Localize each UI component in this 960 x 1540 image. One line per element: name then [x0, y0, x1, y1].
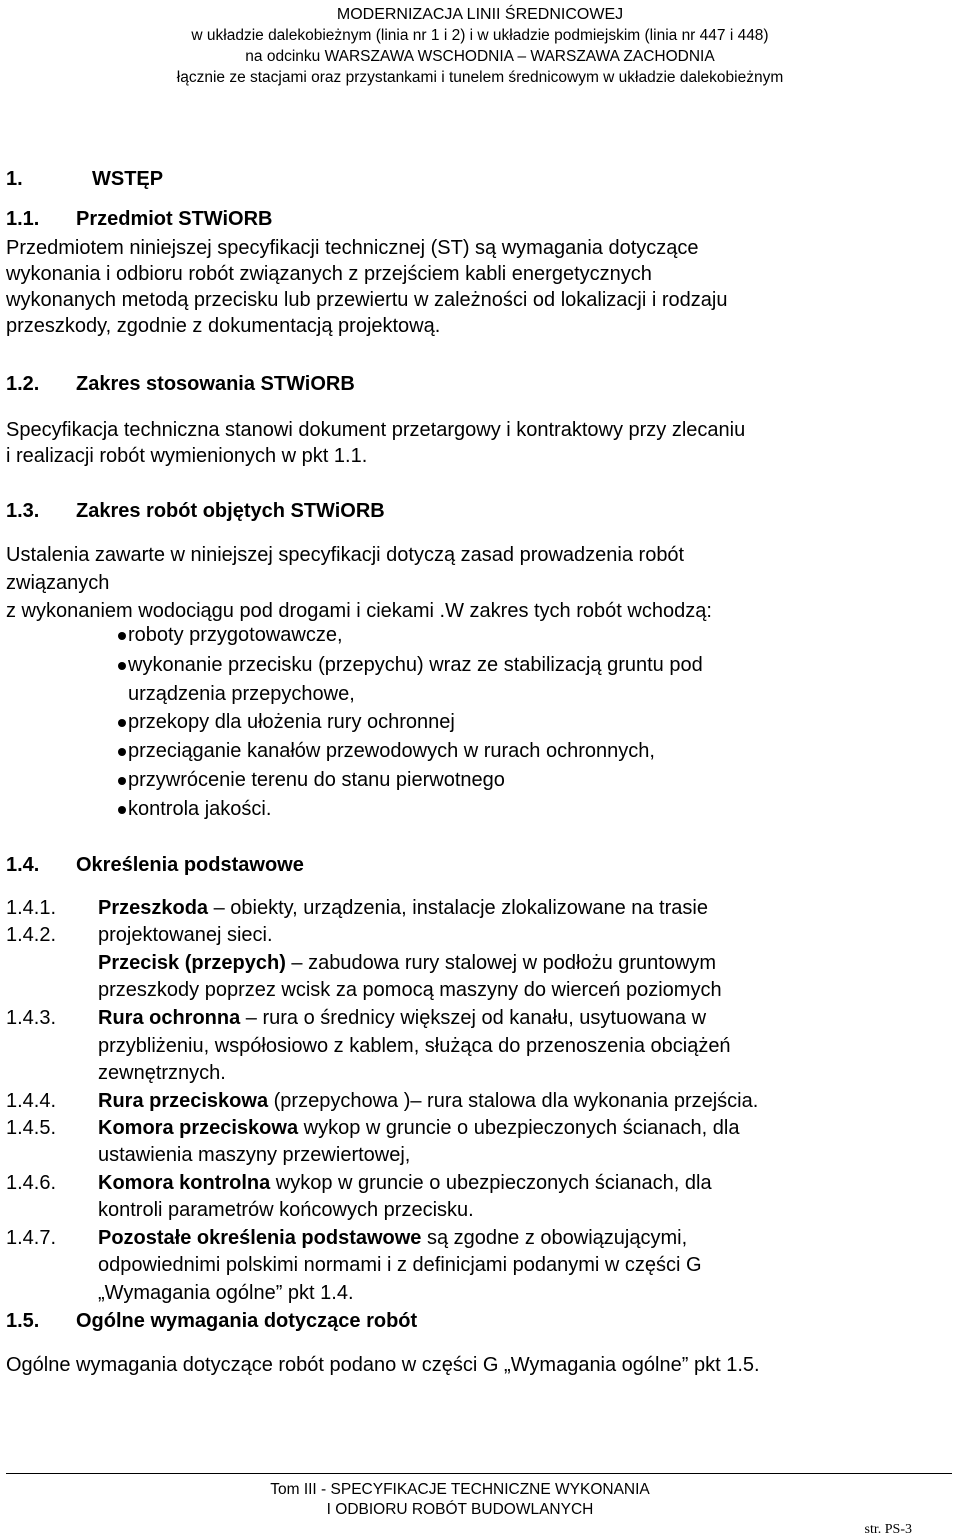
document-footer	[0, 1480, 920, 1520]
definition-line	[98, 1144, 410, 1167]
section-title: Określenia podstawowe	[76, 854, 304, 876]
definition-text: „Wymagania ogólne” pkt 1.4.	[98, 1282, 354, 1304]
section-1-4-heading	[6, 854, 304, 877]
paragraph-line: wykonania i odbioru robót związanych z przejściem kabli energetycznych	[6, 263, 652, 285]
list-item-continuation: urządzenia przepychowe,	[128, 683, 355, 705]
header-line-1: MODERNIZACJA LINII ŚREDNICOWEJ	[336, 6, 624, 23]
definition-number: 1.4.4.	[6, 1090, 57, 1112]
paragraph-line: wykonanych metodą przecisku lub przewiertu w zależności od lokalizacji i rodzaju	[6, 289, 728, 311]
list-item: przywrócenie terenu do stanu pierwotnego	[128, 769, 505, 791]
list-item: kontrola jakości.	[128, 798, 272, 820]
section-title: Zakres stosowania STWiORB	[76, 373, 355, 395]
section-title: Przedmiot STWiORB	[76, 208, 273, 230]
definition-text: przybliżeniu, współosiowo z kablem, służąca do przenoszenia obciążeń	[98, 1035, 731, 1057]
definition-line	[98, 1035, 731, 1058]
footer-line-2: I ODBIORU ROBÓT BUDOWLANYCH	[326, 1501, 594, 1518]
definition-line	[98, 1117, 739, 1140]
section-number: 1.	[6, 168, 23, 190]
section-1-3-body	[6, 541, 951, 625]
definition-text: wykop w gruncie o ubezpieczonych ścianach, dla	[270, 1172, 712, 1194]
document-header	[0, 4, 960, 88]
definition-number: 1.4.1.	[6, 897, 57, 919]
section-title: WSTĘP	[92, 168, 164, 190]
definition-line	[98, 952, 716, 975]
section-title: Ogólne wymagania dotyczące robót	[76, 1310, 418, 1332]
definition-text: odpowiednimi polskimi normami i z definicjami podanymi w części G	[98, 1254, 702, 1276]
paragraph-line: i realizacji robót wymienionych w pkt 1.1.	[6, 445, 368, 467]
definition-text: (przepychowa )– rura stalowa dla wykonania przejścia.	[268, 1090, 759, 1112]
section-1-1-body	[6, 235, 951, 339]
section-number: 1.2.	[6, 373, 40, 395]
paragraph-line: przeszkody, zgodnie z dokumentacją projektową.	[6, 315, 441, 337]
definition-text: przeszkody poprzez wcisk za pomocą maszyny do wierceń poziomych	[98, 979, 722, 1001]
definition-text: wykop w gruncie o ubezpieczonych ścianach, dla	[298, 1117, 740, 1139]
bullet-icon	[118, 777, 126, 785]
list-item: wykonanie przecisku (przepychu) wraz ze stabilizacją gruntu pod	[128, 654, 703, 676]
section-1-3-heading	[6, 500, 385, 523]
definition-term: Rura ochronna	[98, 1007, 241, 1029]
paragraph-line: Specyfikacja techniczna stanowi dokument przetargowy i kontraktowy przy zlecaniu	[6, 419, 746, 441]
definition-line	[98, 1090, 758, 1113]
definition-number: 1.4.2.	[6, 924, 57, 946]
definition-term: Przeszkoda	[98, 897, 209, 919]
definition-line	[98, 979, 722, 1002]
definition-text: – obiekty, urządzenia, instalacje zlokalizowane na trasie	[208, 897, 708, 919]
definition-text: projektowanej sieci.	[98, 924, 273, 946]
definition-line	[98, 897, 708, 920]
list-item: przeciąganie kanałów przewodowych w rurach ochronnych,	[128, 740, 655, 762]
definition-number: 1.4.6.	[6, 1172, 57, 1194]
section-1-heading	[6, 168, 163, 191]
section-title: Zakres robót objętych STWiORB	[76, 500, 385, 522]
definition-line	[98, 1282, 354, 1305]
section-1-5-body	[6, 1352, 951, 1378]
definition-text: zewnętrznych.	[98, 1062, 226, 1084]
list-item: przekopy dla ułożenia rury ochronnej	[128, 711, 455, 733]
definition-line	[98, 1172, 712, 1195]
definition-line	[98, 1254, 702, 1277]
definition-text: – rura o średnicy większej od kanału, usytuowana w	[240, 1007, 707, 1029]
definition-term: Pozostałe określenia podstawowe	[98, 1227, 422, 1249]
header-line-4: łącznie ze stacjami oraz przystankami i tunelem średnicowym w układzie dalekobieżnym	[176, 69, 784, 86]
page-number: str. PS-3	[864, 1522, 912, 1537]
bullet-icon	[118, 748, 126, 756]
section-number: 1.5.	[6, 1310, 40, 1332]
definition-line	[98, 1062, 226, 1085]
definition-term: Przecisk (przepych)	[98, 952, 286, 974]
definition-text: – zabudowa rury stalowej w podłożu gruntowym	[285, 952, 717, 974]
list-item: roboty przygotowawcze,	[128, 624, 343, 646]
section-number: 1.1.	[6, 208, 40, 230]
section-1-2-body	[6, 417, 951, 469]
bullet-icon	[118, 632, 126, 640]
header-line-3: na odcinku WARSZAWA WSCHODNIA – WARSZAWA ZACHODNIA	[245, 48, 715, 65]
section-1-1-heading	[6, 208, 273, 231]
paragraph-line: Przedmiotem niniejszej specyfikacji technicznej (ST) są wymagania dotyczące	[6, 237, 699, 259]
paragraph-line: związanych	[6, 572, 110, 594]
definition-number: 1.4.3.	[6, 1007, 57, 1029]
bullet-icon	[118, 806, 126, 814]
definition-line	[98, 1227, 687, 1250]
bullet-icon	[118, 662, 126, 670]
section-1-2-heading	[6, 373, 355, 396]
bullet-icon	[118, 719, 126, 727]
footer-divider	[6, 1473, 952, 1474]
section-1-5-heading	[6, 1310, 417, 1333]
section-number: 1.3.	[6, 500, 40, 522]
paragraph-line: Ogólne wymagania dotyczące robót podano w części G „Wymagania ogólne” pkt 1.5.	[6, 1354, 760, 1376]
paragraph-line: Ustalenia zawarte w niniejszej specyfikacji dotyczą zasad prowadzenia robót	[6, 544, 685, 566]
definition-term: Komora przeciskowa	[98, 1117, 299, 1139]
definition-number: 1.4.5.	[6, 1117, 57, 1139]
definition-line	[98, 924, 273, 947]
footer-line-1: Tom III - SPECYFIKACJE TECHNICZNE WYKONANIA	[270, 1481, 650, 1498]
definition-term: Rura przeciskowa	[98, 1090, 269, 1112]
definition-text: są zgodne z obowiązującymi,	[421, 1227, 688, 1249]
definition-text: kontroli parametrów końcowych przecisku.	[98, 1199, 474, 1221]
definition-text: ustawienia maszyny przewiertowej,	[98, 1144, 411, 1166]
definition-term: Komora kontrolna	[98, 1172, 271, 1194]
paragraph-line: z wykonaniem wodociągu pod drogami i ciekami .W zakres tych robót wchodzą:	[6, 600, 712, 622]
definition-number: 1.4.7.	[6, 1227, 57, 1249]
header-line-2: w układzie dalekobieżnym (linia nr 1 i 2) i w układzie podmiejskim (linia nr 447 i 448)	[191, 27, 769, 44]
definition-line	[98, 1199, 474, 1222]
definition-line	[98, 1007, 706, 1030]
section-number: 1.4.	[6, 854, 40, 876]
